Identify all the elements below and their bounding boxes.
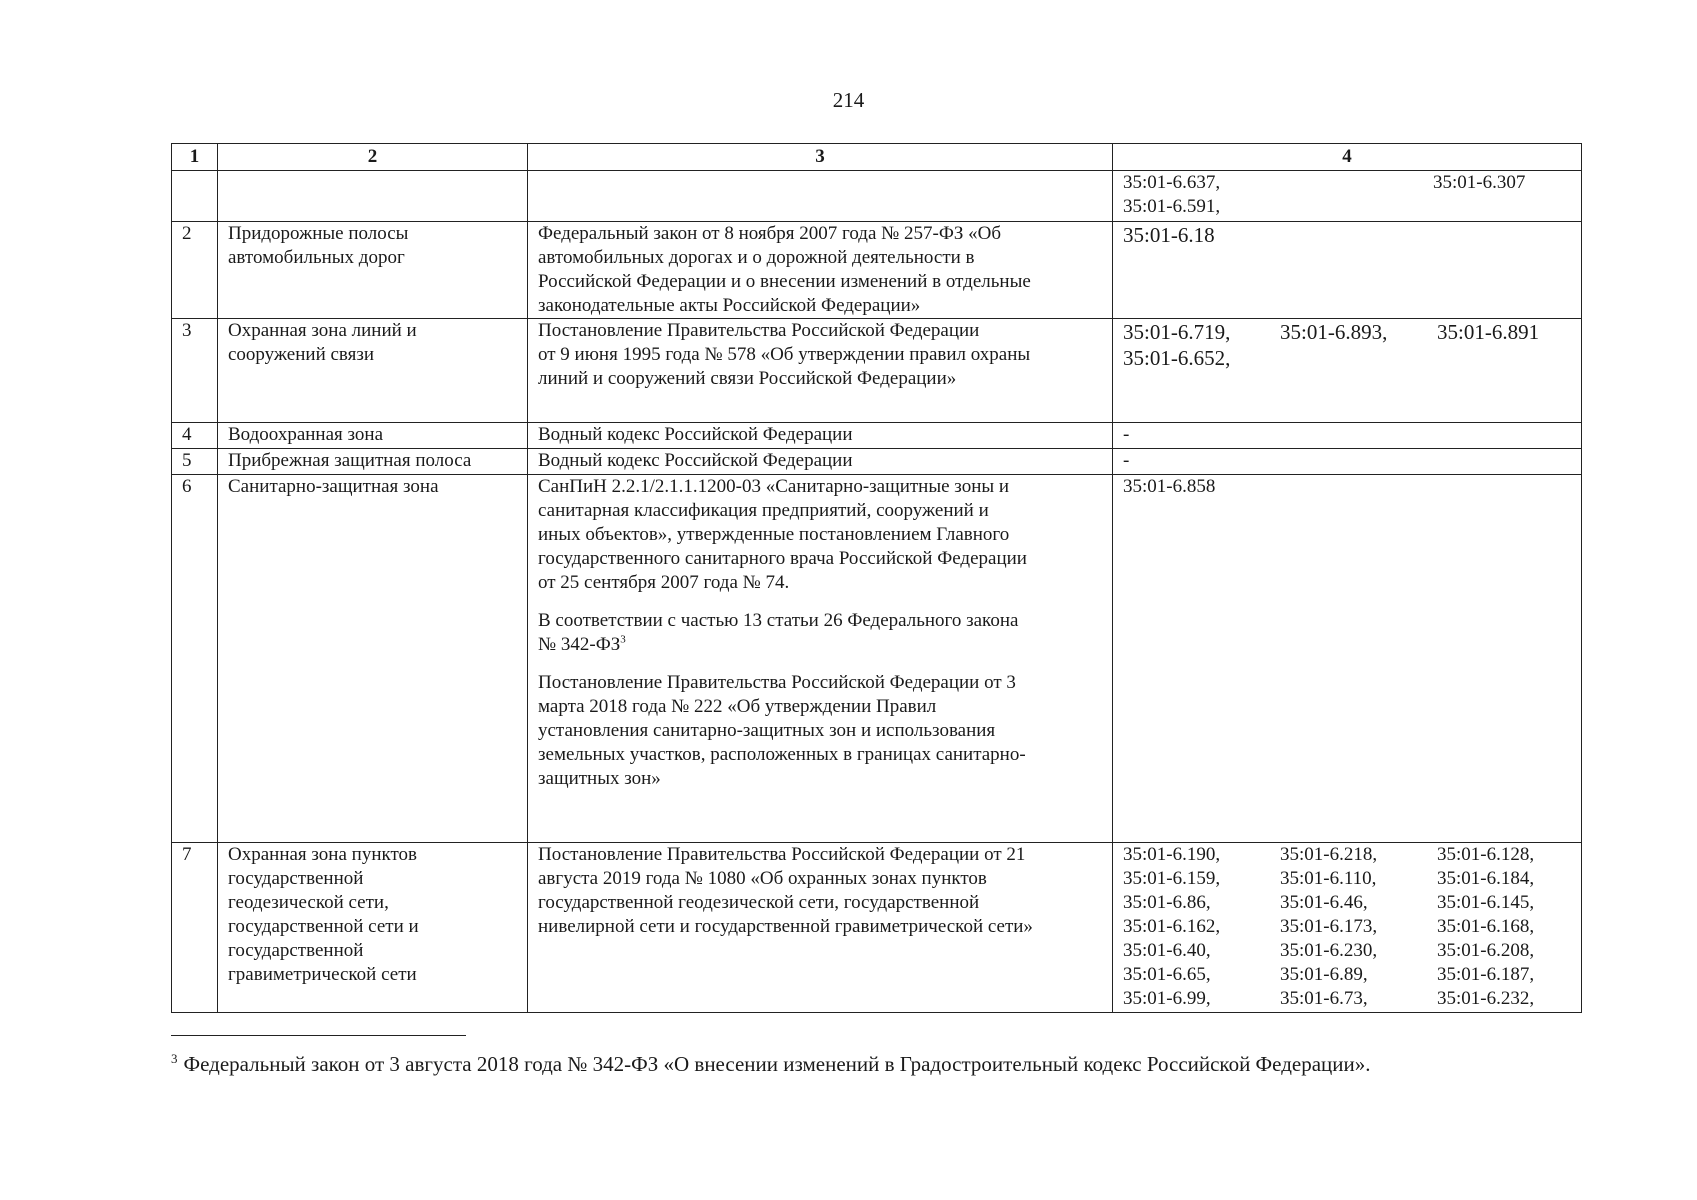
basis-text: Постановление Правительства Российской Федерации от 9 июня 1995 года № 578 «Об утверждении правил охраны линий и сооружений связи Российской Федерации»: [538, 320, 1031, 389]
cell-codes: [1113, 843, 1582, 1013]
cadastral-code: 35:01-6.187,: [1437, 964, 1535, 985]
cadastral-code: -: [1123, 424, 1130, 445]
cadastral-code: 35:01-6.128,: [1437, 844, 1535, 865]
cadastral-code: 35:01-6.232,: [1437, 988, 1535, 1009]
cadastral-code: 35:01-6.18: [1123, 223, 1215, 247]
header-col-3: 3: [528, 144, 1113, 171]
cell-zone: Прибрежная защитная полоса: [218, 449, 528, 475]
basis-text: Водный кодекс Российской Федерации: [538, 450, 853, 471]
cadastral-code: 35:01-6.65,: [1123, 964, 1211, 985]
cadastral-code: 35:01-6.891: [1437, 320, 1540, 344]
footnote: [171, 1052, 1370, 1077]
cadastral-code: 35:01-6.652,: [1123, 346, 1231, 370]
cell-zone: Придорожные полосы автомобильных дорог: [218, 222, 528, 319]
cadastral-code: 35:01-6.86,: [1123, 892, 1211, 913]
cell-num: 7: [172, 843, 218, 1013]
footnote-text: Федеральный закон от 3 августа 2018 года № 342-ФЗ «О внесении изменений в Градостроительный кодекс Российской Федерации».: [183, 1052, 1371, 1076]
table-row: [172, 449, 1582, 475]
header-col-1: 1: [172, 144, 218, 171]
cadastral-code: 35:01-6.173,: [1280, 916, 1378, 937]
cell-basis: [528, 475, 1113, 843]
cell-zone: Водоохранная зона: [218, 423, 528, 449]
cadastral-code: 35:01-6.719,: [1123, 320, 1231, 344]
basis-text: Водный кодекс Российской Федерации: [538, 424, 853, 445]
cadastral-code: 35:01-6.99,: [1123, 988, 1211, 1009]
cadastral-code: 35:01-6.46,: [1280, 892, 1368, 913]
cadastral-code: 35:01-6.159,: [1123, 868, 1221, 889]
cell-num: 2: [172, 222, 218, 319]
cell-zone: Охранная зона линий и сооружений связи: [218, 319, 528, 423]
table-header-row: [172, 144, 1582, 171]
table-row: [172, 475, 1582, 843]
cell-codes: [1113, 423, 1582, 449]
cadastral-code: 35:01-6.307: [1433, 172, 1526, 193]
cell-basis: [528, 423, 1113, 449]
cell-basis: [528, 319, 1113, 423]
zones-table: [171, 143, 1582, 1013]
cell-zone: Санитарно-защитная зона: [218, 475, 528, 843]
cadastral-code: 35:01-6.190,: [1123, 844, 1221, 865]
cadastral-code: 35:01-6.162,: [1123, 916, 1221, 937]
cell-basis: [528, 449, 1113, 475]
basis-text: Постановление Правительства Российской Федерации от 21 августа 2019 года № 1080 «Об охранных зонах пунктов государственной геодезической сети, государственной нивелирной сети и государственной гравиметрической сети»: [538, 844, 1033, 937]
table-row-continuation: [172, 171, 1582, 222]
cell-basis: [528, 171, 1113, 222]
cadastral-code: 35:01-6.168,: [1437, 916, 1535, 937]
header-col-4: 4: [1113, 144, 1582, 171]
cell-num: 6: [172, 475, 218, 843]
basis-text: [538, 609, 1104, 657]
cadastral-code: 35:01-6.858: [1123, 476, 1216, 497]
cadastral-code: -: [1123, 450, 1130, 471]
cadastral-code: 35:01-6.184,: [1437, 868, 1535, 889]
cell-zone: Охранная зона пунктов государственной геодезической сети, государственной сети и государственной гравиметрической сети: [218, 843, 528, 1013]
cadastral-code: 35:01-6.591,: [1123, 196, 1221, 217]
cadastral-code: 35:01-6.89,: [1280, 964, 1368, 985]
cadastral-code: 35:01-6.208,: [1437, 940, 1535, 961]
cell-basis: [528, 843, 1113, 1013]
table-row: [172, 843, 1582, 1013]
cell-codes: [1113, 222, 1582, 319]
cell-num: 4: [172, 423, 218, 449]
cell-num: 5: [172, 449, 218, 475]
footnote-mark: 3: [620, 633, 626, 646]
cell-num: 3: [172, 319, 218, 423]
cell-codes: [1113, 319, 1582, 423]
cadastral-code: 35:01-6.40,: [1123, 940, 1211, 961]
basis-text: СанПиН 2.2.1/2.1.1.1200-03 «Санитарно-защитные зоны и санитарная классификация предприятий, сооружений и иных объектов», утвержденные постановлением Главного государственного санитарного врача Российской Федерации от 25 сентября 2007 года № 74.: [538, 476, 1027, 593]
cadastral-code: 35:01-6.637,: [1123, 172, 1221, 193]
cadastral-code: 35:01-6.218,: [1280, 844, 1378, 865]
table-row: [172, 222, 1582, 319]
cell-codes: [1113, 475, 1582, 843]
cadastral-code: 35:01-6.73,: [1280, 988, 1368, 1009]
basis-text: Федеральный закон от 8 ноября 2007 года № 257-ФЗ «Об автомобильных дорогах и о дорожной деятельности в Российской Федерации и о внесении изменений в отдельные законодательные акты Российской Федерации»: [538, 223, 1031, 316]
cell-basis: [528, 222, 1113, 319]
cell-codes: [1113, 171, 1582, 222]
page-number: 214: [832, 88, 865, 112]
cadastral-code: 35:01-6.145,: [1437, 892, 1535, 913]
cell-codes: [1113, 449, 1582, 475]
cell-zone: [218, 171, 528, 222]
table-row: [172, 423, 1582, 449]
basis-text: Постановление Правительства Российской Федерации от 3 марта 2018 года № 222 «Об утверждении Правил установления санитарно-защитных зон и использования земельных участков, расположенных в границах санитарно- защитных зон»: [538, 672, 1026, 789]
header-col-2: 2: [218, 144, 528, 171]
cadastral-code: 35:01-6.230,: [1280, 940, 1378, 961]
cadastral-code: 35:01-6.893,: [1280, 320, 1388, 344]
cell-num: [172, 171, 218, 222]
basis-text-fragment: В соответствии с частью 13 статьи 26 Федерального закона № 342-ФЗ: [538, 610, 1019, 655]
footnote-separator: [171, 1035, 466, 1036]
table-row: [172, 319, 1582, 423]
cadastral-code: 35:01-6.110,: [1280, 868, 1377, 889]
footnote-mark: 3: [171, 1051, 178, 1066]
